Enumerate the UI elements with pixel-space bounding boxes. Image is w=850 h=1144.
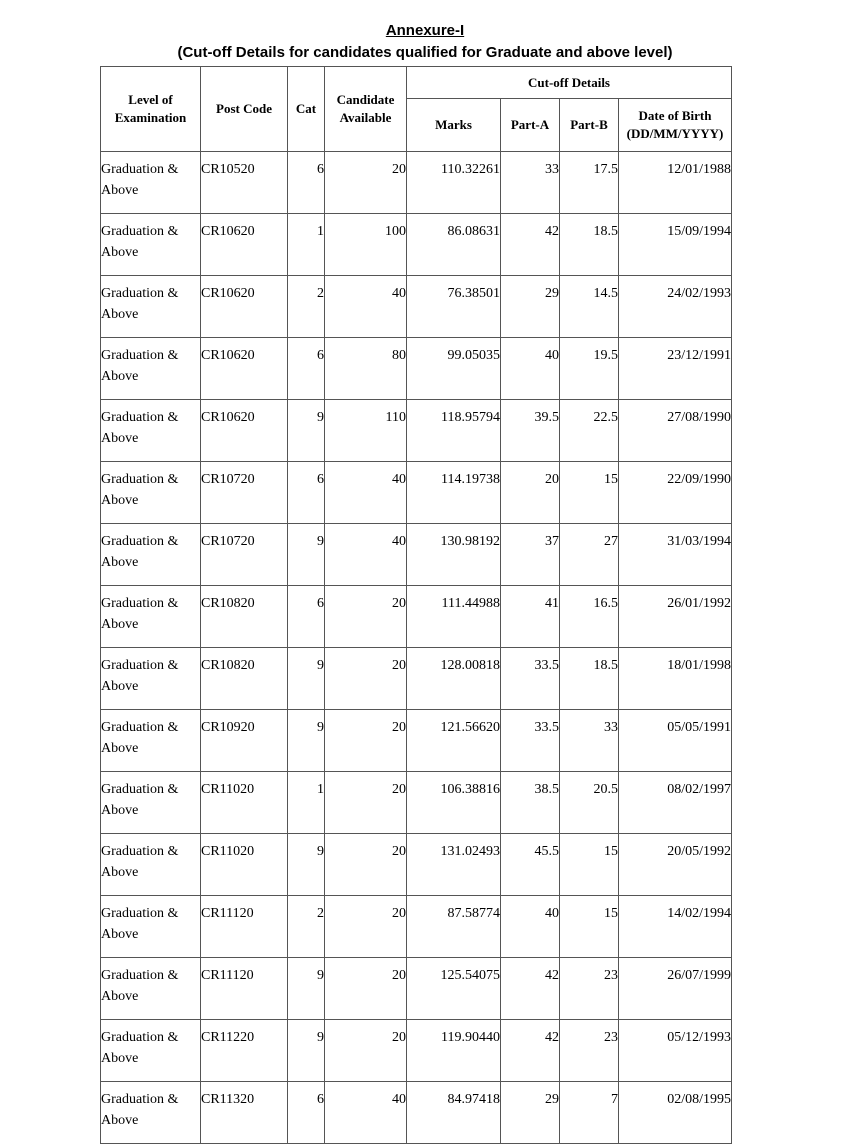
cell-level: Graduation & Above [101,152,201,214]
cell-part-b: 15 [560,834,619,896]
cell-level: Graduation & Above [101,462,201,524]
cell-part-a: 33 [501,152,560,214]
cell-date-of-birth: 14/02/1994 [619,896,732,958]
cell-marks: 118.95794 [407,400,501,462]
cell-part-a: 29 [501,1082,560,1144]
cell-date-of-birth: 12/01/1988 [619,152,732,214]
annexure-heading: Annexure-I [385,22,465,39]
cell-marks: 125.54075 [407,958,501,1020]
cell-level: Graduation & Above [101,586,201,648]
cell-date-of-birth: 05/12/1993 [619,1020,732,1082]
cell-date-of-birth: 23/12/1991 [619,338,732,400]
cell-candidate-available: 20 [325,896,407,958]
table-row [101,1082,732,1144]
header-part-b: Part-B [560,99,619,152]
cell-post-code: CR11020 [201,772,288,834]
cell-part-b: 14.5 [560,276,619,338]
cell-part-b: 18.5 [560,648,619,710]
cell-post-code: CR10820 [201,648,288,710]
cell-cat: 1 [288,772,325,834]
cell-date-of-birth: 27/08/1990 [619,400,732,462]
cell-post-code: CR10620 [201,214,288,276]
cell-candidate-available: 40 [325,524,407,586]
cell-date-of-birth: 26/07/1999 [619,958,732,1020]
cell-cat: 9 [288,400,325,462]
header-cutoff-details: Cut-off Details [407,67,732,99]
cell-post-code: CR10620 [201,276,288,338]
cell-part-b: 33 [560,710,619,772]
header-date-of-birth: Date of Birth (DD/MM/YYYY) [619,99,732,152]
cell-post-code: CR10820 [201,586,288,648]
cell-cat: 2 [288,276,325,338]
cell-part-b: 23 [560,958,619,1020]
cell-marks: 76.38501 [407,276,501,338]
cell-candidate-available: 20 [325,958,407,1020]
cell-candidate-available: 20 [325,648,407,710]
cell-level: Graduation & Above [101,710,201,772]
cell-date-of-birth: 22/09/1990 [619,462,732,524]
table-row [101,524,732,586]
cell-candidate-available: 40 [325,276,407,338]
cell-cat: 9 [288,958,325,1020]
header-candidate-available: Candidate Available [325,67,407,152]
cell-post-code: CR11220 [201,1020,288,1082]
cell-marks: 84.97418 [407,1082,501,1144]
cell-level: Graduation & Above [101,1020,201,1082]
header-level: Level of Examination [101,67,201,152]
cell-part-b: 23 [560,1020,619,1082]
cell-marks: 99.05035 [407,338,501,400]
cell-part-b: 17.5 [560,152,619,214]
cell-post-code: CR10620 [201,400,288,462]
cell-level: Graduation & Above [101,524,201,586]
cell-marks: 111.44988 [407,586,501,648]
cell-marks: 131.02493 [407,834,501,896]
cell-marks: 121.56620 [407,710,501,772]
cell-part-b: 16.5 [560,586,619,648]
cell-part-a: 33.5 [501,648,560,710]
cell-post-code: CR11020 [201,834,288,896]
table-row [101,772,732,834]
cell-part-a: 39.5 [501,400,560,462]
cell-part-a: 33.5 [501,710,560,772]
cell-part-b: 20.5 [560,772,619,834]
cell-part-a: 37 [501,524,560,586]
header-marks: Marks [407,99,501,152]
cell-part-a: 42 [501,958,560,1020]
cell-part-a: 41 [501,586,560,648]
cell-level: Graduation & Above [101,400,201,462]
cell-post-code: CR10720 [201,524,288,586]
cell-marks: 119.90440 [407,1020,501,1082]
cell-part-a: 20 [501,462,560,524]
cell-post-code: CR11320 [201,1082,288,1144]
table-row [101,648,732,710]
cell-part-b: 18.5 [560,214,619,276]
table-row [101,214,732,276]
cell-candidate-available: 80 [325,338,407,400]
cell-date-of-birth: 02/08/1995 [619,1082,732,1144]
cell-part-b: 15 [560,896,619,958]
cell-level: Graduation & Above [101,276,201,338]
cell-candidate-available: 40 [325,462,407,524]
table-row [101,896,732,958]
table-row [101,152,732,214]
cell-part-b: 15 [560,462,619,524]
cell-part-a: 38.5 [501,772,560,834]
cell-candidate-available: 110 [325,400,407,462]
cell-cat: 9 [288,524,325,586]
cell-date-of-birth: 15/09/1994 [619,214,732,276]
cell-candidate-available: 20 [325,152,407,214]
cell-level: Graduation & Above [101,896,201,958]
cell-part-b: 19.5 [560,338,619,400]
table-subheading: (Cut-off Details for candidates qualified for Graduate and above level) [177,44,673,61]
cell-post-code: CR10920 [201,710,288,772]
cell-part-b: 27 [560,524,619,586]
cell-marks: 130.98192 [407,524,501,586]
cell-level: Graduation & Above [101,648,201,710]
cell-level: Graduation & Above [101,338,201,400]
cell-candidate-available: 20 [325,834,407,896]
cell-candidate-available: 100 [325,214,407,276]
table-row [101,1020,732,1082]
table-row [101,400,732,462]
cell-date-of-birth: 18/01/1998 [619,648,732,710]
table-row [101,710,732,772]
cell-date-of-birth: 08/02/1997 [619,772,732,834]
table-row [101,834,732,896]
cell-candidate-available: 40 [325,1082,407,1144]
cell-part-b: 22.5 [560,400,619,462]
table-row [101,462,732,524]
cell-cat: 2 [288,896,325,958]
cell-date-of-birth: 24/02/1993 [619,276,732,338]
cell-date-of-birth: 31/03/1994 [619,524,732,586]
cell-cat: 6 [288,152,325,214]
cell-part-a: 40 [501,338,560,400]
cell-post-code: CR11120 [201,896,288,958]
cell-post-code: CR10720 [201,462,288,524]
table-row [101,338,732,400]
cell-part-b: 7 [560,1082,619,1144]
header-part-a: Part-A [501,99,560,152]
cell-part-a: 42 [501,214,560,276]
header-cat: Cat [288,67,325,152]
cell-cat: 6 [288,586,325,648]
cell-date-of-birth: 26/01/1992 [619,586,732,648]
cell-part-a: 45.5 [501,834,560,896]
table-row [101,276,732,338]
cell-candidate-available: 20 [325,1020,407,1082]
cell-post-code: CR11120 [201,958,288,1020]
table-row [101,586,732,648]
cell-level: Graduation & Above [101,1082,201,1144]
cell-level: Graduation & Above [101,834,201,896]
table-row [101,958,732,1020]
cell-post-code: CR10620 [201,338,288,400]
cell-candidate-available: 20 [325,586,407,648]
cell-cat: 9 [288,648,325,710]
cell-cat: 6 [288,338,325,400]
cell-cat: 9 [288,1020,325,1082]
cell-marks: 114.19738 [407,462,501,524]
cell-marks: 110.32261 [407,152,501,214]
cell-part-a: 40 [501,896,560,958]
cell-level: Graduation & Above [101,958,201,1020]
cutoff-table [100,66,732,1144]
cell-part-a: 42 [501,1020,560,1082]
header-post-code: Post Code [201,67,288,152]
cell-marks: 128.00818 [407,648,501,710]
cell-post-code: CR10520 [201,152,288,214]
cell-marks: 106.38816 [407,772,501,834]
table-body [101,152,732,1144]
cell-part-a: 29 [501,276,560,338]
cell-level: Graduation & Above [101,772,201,834]
cell-date-of-birth: 20/05/1992 [619,834,732,896]
cell-cat: 1 [288,214,325,276]
cell-cat: 9 [288,834,325,896]
cell-cat: 6 [288,1082,325,1144]
cell-date-of-birth: 05/05/1991 [619,710,732,772]
cell-candidate-available: 20 [325,710,407,772]
cell-marks: 86.08631 [407,214,501,276]
cell-cat: 9 [288,710,325,772]
cell-cat: 6 [288,462,325,524]
cell-marks: 87.58774 [407,896,501,958]
cell-candidate-available: 20 [325,772,407,834]
table-header [101,67,732,152]
cell-level: Graduation & Above [101,214,201,276]
